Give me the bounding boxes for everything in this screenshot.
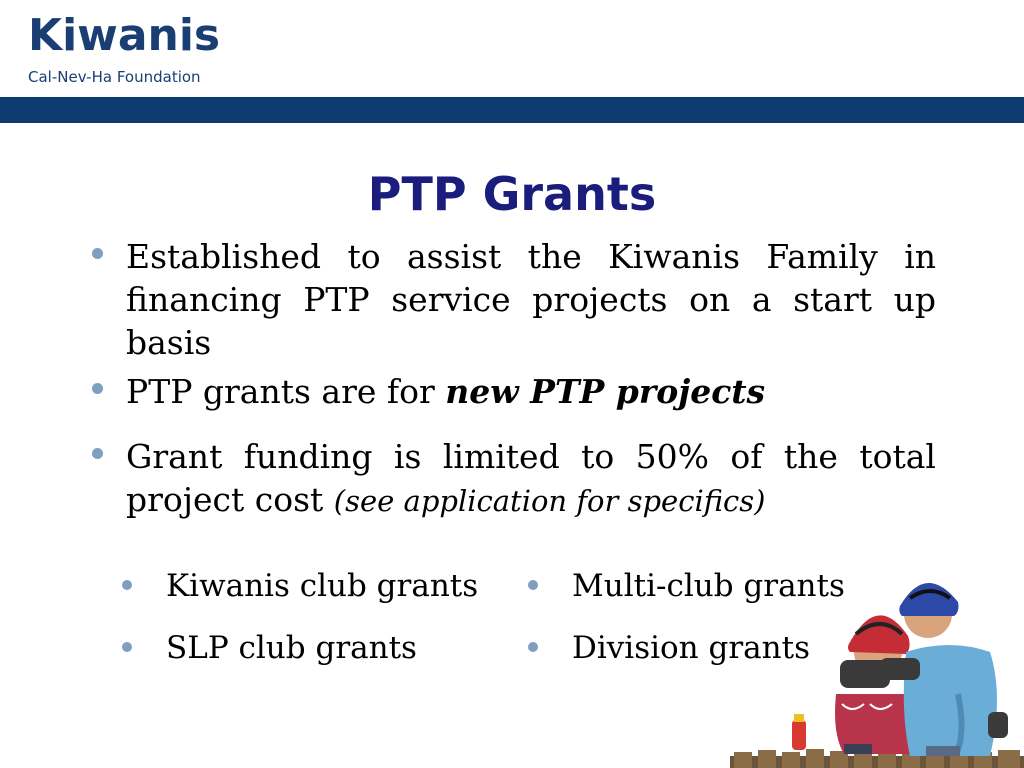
bullet-item bbox=[88, 370, 936, 413]
bullet-emphasis: new PTP projects bbox=[445, 372, 766, 411]
list-item bbox=[120, 628, 540, 690]
grant-type-label: Multi-club grants bbox=[572, 568, 845, 604]
grant-types-left bbox=[120, 566, 540, 690]
bullet-text: Grant funding is limited to 50% of the total project cost bbox=[126, 437, 936, 519]
bullet-dot-icon bbox=[528, 580, 538, 590]
bullet-dot-icon bbox=[122, 642, 132, 652]
logo-title: Kiwanis bbox=[28, 10, 221, 61]
bullet-dot-icon bbox=[528, 642, 538, 652]
slide-title: PTP Grants bbox=[367, 167, 657, 221]
bullet-dot-icon bbox=[122, 580, 132, 590]
children-photo-icon bbox=[730, 574, 1024, 768]
bullet-emphasis: (see application for specifics) bbox=[333, 484, 766, 518]
bullet-item bbox=[88, 435, 936, 523]
bullet-text: Established to assist the Kiwanis Family in financing PTP service projects on a start up basis bbox=[126, 237, 936, 362]
bullet-dot-icon bbox=[92, 383, 103, 394]
header-band bbox=[0, 97, 1024, 123]
grant-type-label: Division grants bbox=[572, 630, 810, 666]
logo-subtitle: Cal-Nev-Ha Foundation bbox=[28, 68, 201, 86]
bullet-list bbox=[88, 235, 936, 523]
list-item bbox=[120, 566, 540, 628]
grant-type-label: Kiwanis club grants bbox=[166, 568, 479, 604]
bullet-item bbox=[88, 235, 936, 364]
bullet-dot-icon bbox=[92, 248, 103, 259]
bullet-text: PTP grants are for bbox=[126, 372, 446, 411]
bullet-dot-icon bbox=[92, 448, 103, 459]
grant-type-label: SLP club grants bbox=[166, 630, 417, 666]
